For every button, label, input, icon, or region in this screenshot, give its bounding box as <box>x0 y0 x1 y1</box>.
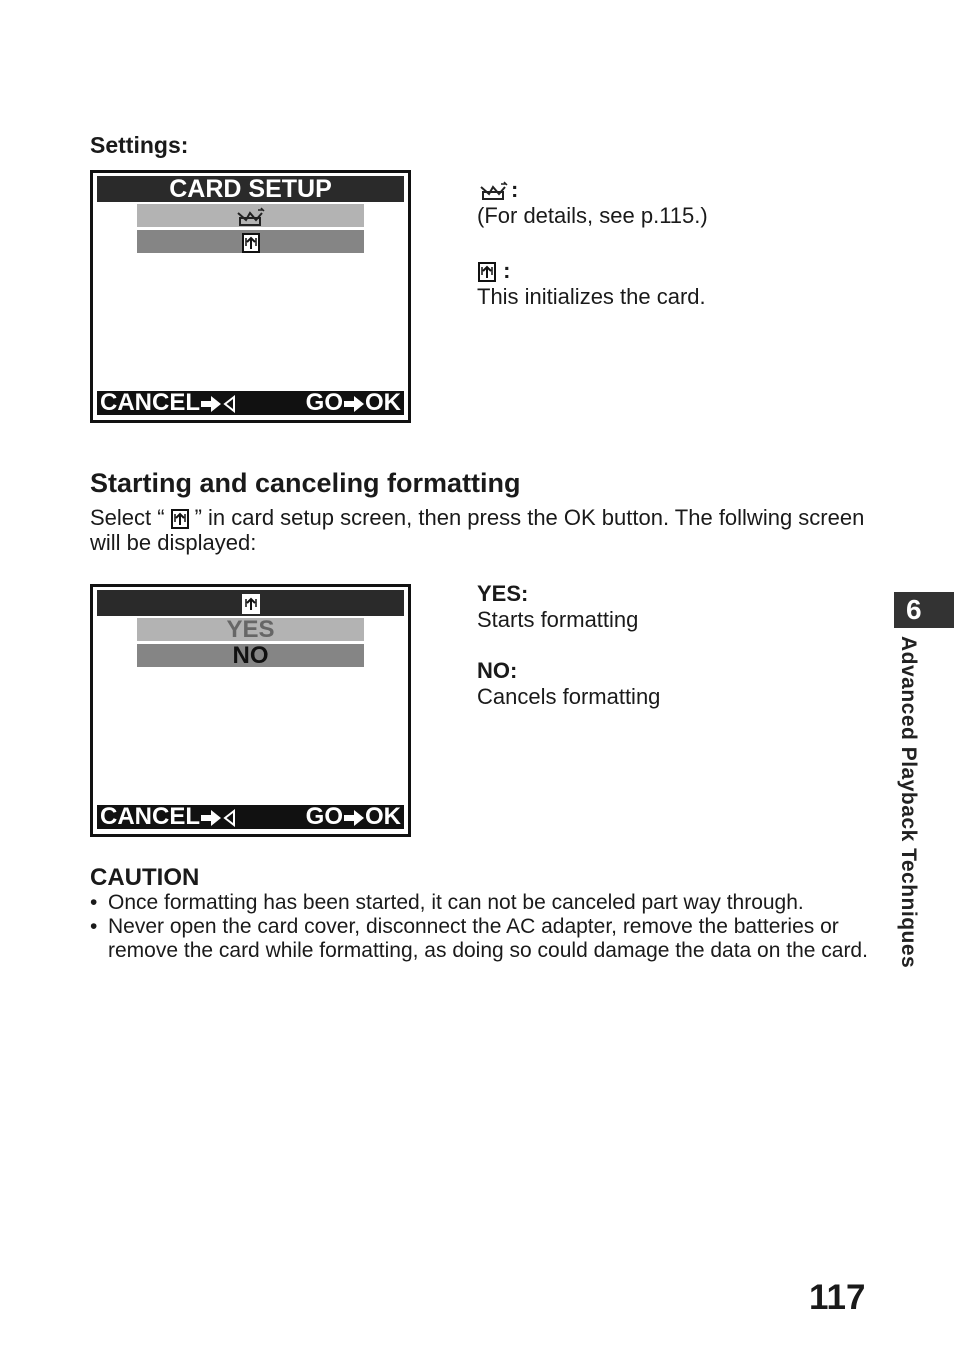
yes-option[interactable]: YES <box>137 618 364 641</box>
menu-item-protect[interactable] <box>137 204 364 227</box>
protect-text: (For details, see p.115.) <box>477 203 708 228</box>
protect-description <box>477 177 708 229</box>
no-description <box>477 658 660 710</box>
go-label: GO <box>305 803 343 830</box>
settings-label: Settings: <box>90 132 189 158</box>
caution-item: • Never open the card cover, disconnect the AC adapter, remove the batteries or remove the card while formatting, as doing so could damage the data on the card. <box>90 915 880 963</box>
cancel-label: CANCEL <box>100 803 200 830</box>
protect-colon: : <box>511 177 519 202</box>
format-card-icon <box>169 508 191 530</box>
chapter-tab: 6 <box>894 592 954 628</box>
arrow-right-icon <box>343 809 365 827</box>
para-after: ” in card setup screen, then press the OK button. The follwing screen will be displayed: <box>90 505 865 556</box>
footer-bar <box>97 805 404 829</box>
protect-icon <box>234 207 268 227</box>
menu-item-format[interactable] <box>137 230 364 253</box>
ok-label: OK <box>365 389 401 416</box>
format-card-icon <box>241 593 261 615</box>
arrow-right-icon <box>200 395 222 413</box>
no-option[interactable]: NO <box>137 644 364 667</box>
yes-title: YES: <box>477 581 529 606</box>
format-card-icon <box>477 261 497 283</box>
format-confirm-screen <box>90 584 411 837</box>
format-title-bar <box>97 590 404 616</box>
format-card-icon <box>241 232 261 254</box>
format-colon: : <box>503 258 511 283</box>
yes-text: Starts formatting <box>477 607 639 632</box>
arrow-right-icon <box>343 395 365 413</box>
no-text: Cancels formatting <box>477 684 661 709</box>
para-before: Select “ <box>90 505 165 530</box>
caution-list <box>90 891 880 963</box>
arrow-right-icon <box>200 809 222 827</box>
card-setup-title: CARD SETUP <box>97 176 404 202</box>
no-title: NO: <box>477 658 518 683</box>
format-text: This initializes the card. <box>477 284 706 309</box>
cancel-label: CANCEL <box>100 389 200 416</box>
ok-label: OK <box>365 803 401 830</box>
caution-item: • Once formatting has been started, it can not be canceled part way through. <box>90 891 880 915</box>
go-label: GO <box>305 389 343 416</box>
format-description <box>477 258 706 310</box>
chapter-title: Advanced Playback Techniques <box>897 636 920 969</box>
triangle-left-icon <box>222 395 238 413</box>
protect-icon <box>477 181 511 201</box>
section-paragraph <box>90 505 880 555</box>
triangle-left-icon <box>222 809 238 827</box>
caution-title: CAUTION <box>90 864 200 891</box>
yes-description <box>477 581 638 633</box>
page-number: 117 <box>809 1278 866 1317</box>
section-heading: Starting and canceling formatting <box>90 468 521 498</box>
footer-bar <box>97 391 404 415</box>
card-setup-screen <box>90 170 411 423</box>
